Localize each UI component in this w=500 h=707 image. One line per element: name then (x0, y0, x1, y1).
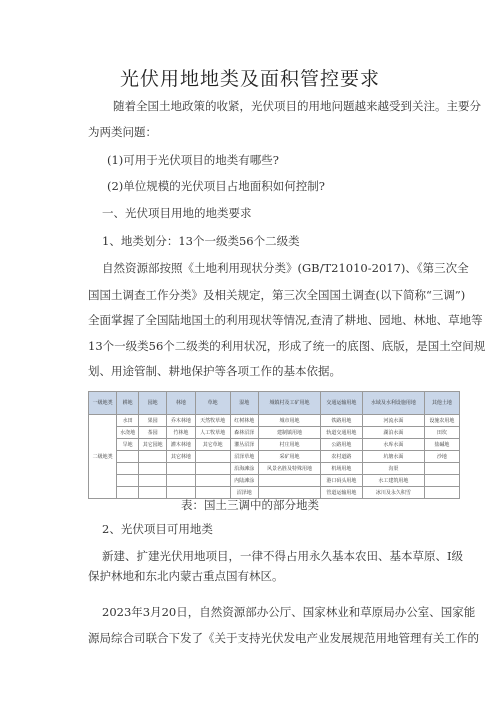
table-row (89, 439, 460, 451)
table-cell: 沙地 (424, 451, 459, 463)
table-header-cell: 耕地 (117, 392, 139, 415)
paragraph-line: 国国土调查工作分类》及相关规定，第三次全国国土调查(以下简称“三调”) (88, 288, 466, 302)
table-cell: 沿海滩涂 (230, 463, 258, 475)
table-cell: 人工牧草地 (195, 427, 230, 439)
page-title: 光伏用地地类及面积管控要求 (119, 68, 380, 90)
paragraph-line: 2023年3月20日，自然资源部办公厅、国家林业和草原局办公室、国家能 (102, 605, 476, 619)
table-cell: 内陆滩涂 (230, 475, 258, 487)
table-row (89, 427, 460, 439)
table-cell (258, 475, 320, 487)
table-caption: 表：国土三调中的部分地类 (181, 498, 319, 512)
question-1: (1)可用于光伏项目的地类有哪些? (107, 153, 279, 167)
table-header-cell: 园地 (138, 392, 166, 415)
table-header-cell: 湿地 (230, 392, 258, 415)
table-cell: 坑塘水面 (362, 451, 424, 463)
table-cell: 农村道路 (321, 451, 363, 463)
table-row (89, 415, 460, 427)
table-cell: 其它园地 (138, 439, 166, 451)
table-cell: 森林沼泽 (230, 427, 258, 439)
table-cell: 水浇地 (117, 427, 139, 439)
intro-line-2: 为两类问题： (88, 125, 157, 139)
paragraph-line: 自然资源部按照《土地利用现状分类》(GB/T21010-2017)、《第三次全 (102, 261, 469, 275)
table-cell: 铁路用地 (321, 415, 363, 427)
paragraph-line: 全面掌握了全国陆地国土的利用现状等情况,查清了耕地、园地、林地、草地等 (88, 313, 483, 327)
paragraph-line: 新建、扩建光伏用地项目，一律不得占用永久基本农田、基本草原、I级 (102, 549, 464, 563)
table-cell (167, 475, 195, 487)
table-row (89, 451, 460, 463)
table-header-cell: 草地 (195, 392, 230, 415)
subsection-heading-2: 2、光伏项目可用地类 (102, 522, 213, 536)
paragraph-line: 源局综合司联合下发了《关于支持光伏发电产业发展规范用地管理有关工作的 (88, 631, 479, 645)
table-cell: 乔木林地 (167, 415, 195, 427)
table-cell: 红树林地 (230, 415, 258, 427)
table-cell: 旱地 (117, 439, 139, 451)
table-cell: 田坎 (424, 427, 459, 439)
table-header-cell: 水域及水利设施用地 (362, 392, 424, 415)
table-cell: 其它草地 (195, 439, 230, 451)
table-header-cell: 一级地类 (89, 392, 117, 415)
table-cell (117, 463, 139, 475)
intro-line-1: 随着全国土地政策的收紧，光伏项目的用地问题越来越受到关注。主要分 (113, 99, 481, 113)
table-row-label: 二级地类 (89, 415, 117, 499)
table-cell (195, 463, 230, 475)
table-cell: 冰川及永久积雪 (362, 487, 424, 499)
question-2: (2)单位规模的光伏项目占地面积如何控制? (107, 179, 325, 193)
table-cell: 竹林地 (167, 427, 195, 439)
table-cell: 灌木林地 (167, 439, 195, 451)
table-cell (195, 451, 230, 463)
table-cell: 河流水面 (362, 415, 424, 427)
table-cell: 沟渠 (362, 463, 424, 475)
table-cell (138, 463, 166, 475)
paragraph-line: 划、用途管制、耕地保护等各项工作的基本依据。 (88, 364, 341, 378)
table-cell (424, 475, 459, 487)
table-cell: 沼泽草地 (230, 451, 258, 463)
paragraph-line: 保护林地和东北内蒙古重点国有林区。 (88, 569, 284, 583)
table-cell: 城市用地 (258, 415, 320, 427)
table-cell: 天然牧草地 (195, 415, 230, 427)
table-cell (117, 451, 139, 463)
table-cell (195, 475, 230, 487)
land-class-table (88, 391, 460, 499)
table-cell (138, 475, 166, 487)
table-cell: 公路用地 (321, 439, 363, 451)
table-cell: 水工建筑用地 (362, 475, 424, 487)
table-cell (117, 475, 139, 487)
table-cell: 水田 (117, 415, 139, 427)
table-cell (424, 463, 459, 475)
subsection-heading-1: 1、地类划分：13个一级类56个二级类 (102, 234, 300, 248)
table-cell: 村庄用地 (258, 439, 320, 451)
table-cell (138, 451, 166, 463)
table-row (89, 463, 460, 475)
table-cell: 盐碱地 (424, 439, 459, 451)
table-cell (167, 463, 195, 475)
table-row (89, 475, 460, 487)
section-heading-1: 一、光伏项目用地的地类要求 (102, 206, 252, 220)
table-cell: 轨道交通用地 (321, 427, 363, 439)
table-cell: 采矿用地 (258, 451, 320, 463)
table-cell: 灌丛沼泽 (230, 439, 258, 451)
table-cell: 管道运输用地 (321, 487, 363, 499)
table-cell: 其它林地 (167, 451, 195, 463)
table-cell: 湖泊水面 (362, 427, 424, 439)
table-cell: 风景名胜及特殊用地 (258, 463, 320, 475)
table-cell: 果园 (138, 415, 166, 427)
paragraph-line: 13个一级类56个二级类的利用状况，形成了统一的底图、底版，是国土空间规 (88, 339, 486, 353)
table-cell: 设施农用地 (424, 415, 459, 427)
table-cell: 建制镇用地 (258, 427, 320, 439)
table-cell: 机场用地 (321, 463, 363, 475)
table-cell: 茶园 (138, 427, 166, 439)
table-cell: 港口码头用地 (321, 475, 363, 487)
table-header-cell: 林地 (167, 392, 195, 415)
table-header-cell: 其他土地 (424, 392, 459, 415)
table-header-cell: 交通运输用地 (321, 392, 363, 415)
table-header-cell: 城镇村及工矿用地 (258, 392, 320, 415)
table-header-row (89, 392, 460, 415)
table-cell: 沼泽地 (230, 487, 258, 499)
table-cell: 水库水面 (362, 439, 424, 451)
